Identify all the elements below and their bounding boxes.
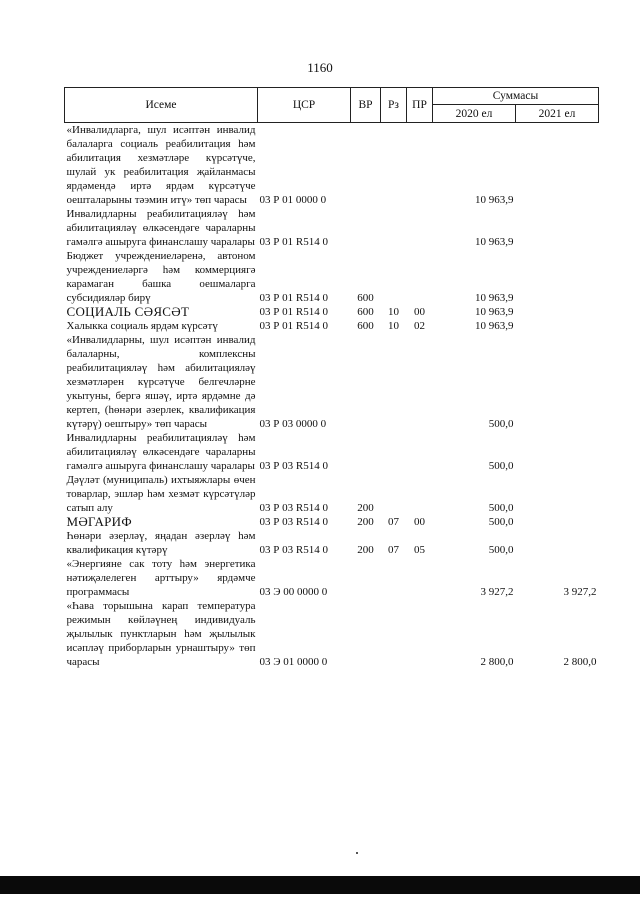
table-row — [65, 123, 599, 208]
row-pr — [407, 599, 433, 669]
table-row — [65, 515, 599, 529]
row-name: Бюджет учреждениеләренә, автоном учреждениеләргә һәм коммерциягә карамаган башка оешмаларга субсидияләр бирү — [66, 250, 256, 304]
table-row — [65, 557, 599, 599]
row-pr — [407, 557, 433, 599]
col-header-sums: Суммасы — [433, 88, 599, 105]
col-header-2020: 2020 ел — [433, 105, 516, 123]
row-sum-2020: 10 963,9 — [475, 306, 514, 318]
row-sum-2021 — [516, 333, 599, 431]
row-csr: 03 Р 01 R514 0 — [259, 320, 328, 332]
row-rz — [381, 431, 407, 473]
row-csr: 03 Р 01 R514 0 — [259, 306, 328, 318]
row-name: Халыкка социаль ярдәм күрсәтү — [66, 320, 218, 332]
row-sum-2020: 10 963,9 — [475, 236, 514, 248]
row-rz: 10 — [388, 320, 399, 332]
row-csr: 03 Р 03 0000 0 — [259, 418, 327, 430]
col-header-name: Исеме — [65, 88, 258, 123]
row-name: «Инвалидларга, шул исәптән инвалид балаларга социаль реабилитация һәм абилитация хезмәтләре күрсәтүче, шулай ук реабилитация җайланмасы ярдәмендә иртә ярдәм күрсәтүче оешталарыны тәэмин итү» төп чарасы — [66, 124, 256, 206]
row-pr — [407, 333, 433, 431]
row-vr — [351, 123, 381, 208]
col-header-vr: ВР — [351, 88, 381, 123]
row-name: Инвалидларны реабилитацияләү һәм абилитацияләү өлкәсендәге чараларны гамәлгә ашыруга финанслашу чаралары — [66, 208, 256, 248]
table-row — [65, 305, 599, 319]
row-vr: 600 — [357, 320, 374, 332]
row-rz — [381, 123, 407, 208]
row-sum-2020: 3 927,2 — [480, 586, 514, 598]
row-name: МӘГАРИФ — [66, 514, 132, 529]
row-rz — [381, 249, 407, 305]
scan-border-bar — [0, 876, 640, 894]
row-vr — [351, 333, 381, 431]
row-csr: 03 Э 00 0000 0 — [259, 586, 328, 598]
row-rz — [381, 473, 407, 515]
row-sum-2021 — [516, 207, 599, 249]
row-sum-2021 — [516, 529, 599, 557]
row-sum-2021 — [516, 515, 599, 529]
row-sum-2020: 500,0 — [488, 516, 514, 528]
row-sum-2021 — [516, 431, 599, 473]
row-sum-2021: 3 927,2 — [563, 586, 597, 598]
row-sum-2020: 500,0 — [488, 502, 514, 514]
row-name: СОЦИАЛЬ СӘЯСӘТ — [66, 304, 190, 319]
row-vr — [351, 207, 381, 249]
row-name: Һөнәри әзерләү, яңадан әзерләү һәм квалификация күтәрү — [66, 530, 256, 556]
table-row — [65, 207, 599, 249]
row-pr: 05 — [414, 544, 425, 556]
row-rz: 07 — [388, 544, 399, 556]
row-csr: 03 Р 01 R514 0 — [259, 292, 328, 304]
row-sum-2021 — [516, 319, 599, 333]
row-pr — [407, 249, 433, 305]
table-row — [65, 473, 599, 515]
table-body — [65, 123, 599, 670]
row-sum-2021: 2 800,0 — [563, 656, 597, 668]
row-vr: 200 — [357, 502, 374, 514]
row-rz: 07 — [388, 516, 399, 528]
row-vr — [351, 599, 381, 669]
row-csr: 03 Р 03 R514 0 — [259, 502, 328, 514]
page-number: 1160 — [307, 60, 333, 75]
table-row — [65, 249, 599, 305]
row-sum-2020: 500,0 — [488, 460, 514, 472]
row-pr — [407, 473, 433, 515]
row-vr: 600 — [357, 292, 374, 304]
row-name: «Һава торышына карап температура режимын көйләүнең индивидуаль җылылык пунктларын һәм җылылык исәпләү приборларын урнаштыру» төп чарасы — [66, 600, 256, 668]
row-vr — [351, 557, 381, 599]
table-row — [65, 333, 599, 431]
row-rz — [381, 557, 407, 599]
row-sum-2021 — [516, 249, 599, 305]
table-row — [65, 599, 599, 669]
row-csr: 03 Э 01 0000 0 — [259, 656, 328, 668]
row-csr: 03 Р 01 R514 0 — [259, 236, 328, 248]
row-vr — [351, 431, 381, 473]
row-pr — [407, 123, 433, 208]
row-sum-2021 — [516, 123, 599, 208]
row-pr — [407, 207, 433, 249]
row-sum-2020: 2 800,0 — [480, 656, 514, 668]
row-name: Инвалидларны реабилитацияләү һәм абилитацияләү өлкәсендәге чараларны гамәлгә ашыруга финанслашу чаралары — [66, 432, 256, 472]
row-rz — [381, 599, 407, 669]
row-pr — [407, 431, 433, 473]
col-header-2021: 2021 ел — [516, 105, 599, 123]
row-csr: 03 Р 03 R514 0 — [259, 460, 328, 472]
col-header-pr: ПР — [407, 88, 433, 123]
table-row — [65, 431, 599, 473]
scan-speck — [356, 852, 358, 854]
row-vr: 200 — [357, 516, 374, 528]
row-pr: 00 — [414, 306, 425, 318]
row-sum-2021 — [516, 473, 599, 515]
row-name: «Энергияне сак тоту һәм энергетика нәтиҗәлелеген арттыру» ярдәмче программасы — [66, 558, 256, 598]
row-pr: 02 — [414, 320, 425, 332]
col-header-csr: ЦСР — [258, 88, 351, 123]
row-rz — [381, 207, 407, 249]
row-pr: 00 — [414, 516, 425, 528]
row-csr: 03 Р 03 R514 0 — [259, 516, 328, 528]
row-name: Дәүләт (муниципаль) ихтыяжлары өчен товарлар, эшләр һәм хезмәт күрсәтүләр сатып алу — [66, 474, 256, 514]
row-csr: 03 Р 01 0000 0 — [259, 194, 327, 206]
row-sum-2020: 10 963,9 — [475, 292, 514, 304]
row-vr: 600 — [357, 306, 374, 318]
row-csr: 03 Р 03 R514 0 — [259, 544, 328, 556]
row-vr: 200 — [357, 544, 374, 556]
row-sum-2021 — [516, 305, 599, 319]
budget-table — [64, 87, 599, 669]
row-sum-2020: 500,0 — [488, 544, 514, 556]
table-row — [65, 529, 599, 557]
row-sum-2020: 500,0 — [488, 418, 514, 430]
row-name: «Инвалидларны, шул исәптән инвалид балаларны, комплексны реабилитацияләү һәм абилитацияләү хезмәтләрен күрсәтүче белгечләрне укытуны, бергә яшәү, иртә ярдәмне дә кертеп, (һөнәри әзерлек, квалификация күтәрү) оештыру» төп чарасы — [66, 334, 256, 430]
row-sum-2020: 10 963,9 — [475, 320, 514, 332]
row-sum-2020: 10 963,9 — [475, 194, 514, 206]
row-rz — [381, 333, 407, 431]
col-header-rz: Рз — [381, 88, 407, 123]
row-rz: 10 — [388, 306, 399, 318]
table-row — [65, 319, 599, 333]
